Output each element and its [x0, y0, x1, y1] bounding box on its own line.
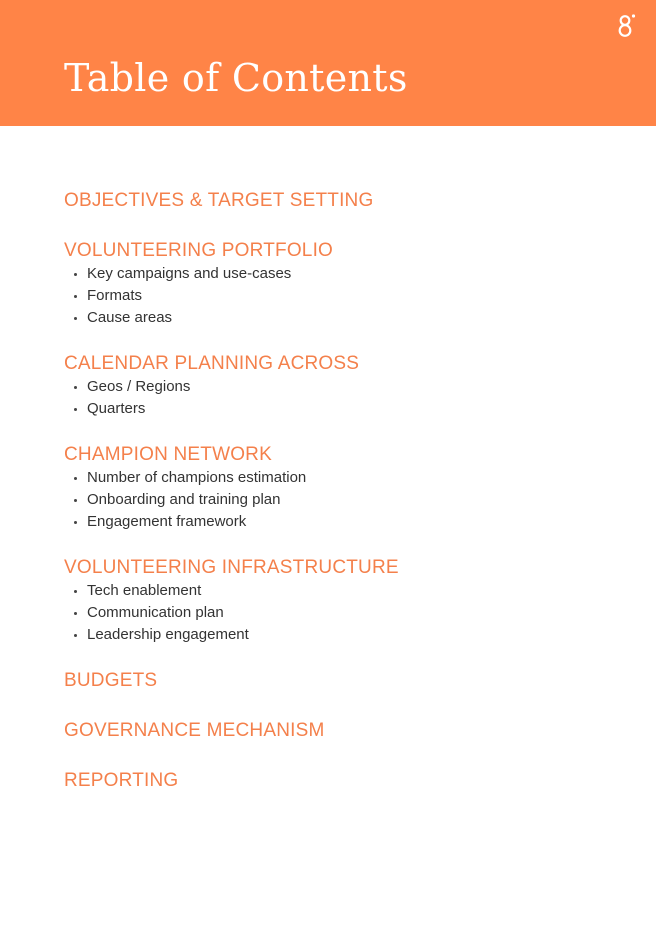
bullet-icon [74, 408, 77, 411]
toc-section [64, 186, 604, 216]
list-item [64, 285, 604, 307]
list-item [64, 467, 604, 489]
toc-section [64, 349, 604, 420]
section-item-list [64, 376, 604, 420]
section-title[interactable]: CALENDAR PLANNING ACROSS [64, 353, 360, 374]
item-label: Cause areas [87, 309, 173, 326]
item-label: Communication plan [87, 604, 224, 621]
section-title[interactable]: CHAMPION NETWORK [64, 444, 272, 465]
page-title: Table of Contents [64, 56, 408, 100]
toc-section [64, 440, 604, 533]
list-item [64, 307, 604, 329]
bullet-icon [74, 386, 77, 389]
bullet-icon [74, 499, 77, 502]
list-item [64, 376, 604, 398]
toc-section [64, 666, 604, 696]
item-label: Number of champions estimation [87, 469, 307, 486]
list-item [64, 602, 604, 624]
section-title[interactable]: BUDGETS [64, 670, 158, 691]
bullet-icon [74, 521, 77, 524]
bullet-icon [74, 477, 77, 480]
section-item-list [64, 467, 604, 533]
item-label: Key campaigns and use-cases [87, 265, 292, 282]
bullet-icon [74, 590, 77, 593]
toc-section [64, 236, 604, 329]
list-item [64, 263, 604, 285]
list-item [64, 398, 604, 420]
bullet-icon [74, 317, 77, 320]
toc-section [64, 766, 604, 796]
bullet-icon [74, 295, 77, 298]
toc-section [64, 553, 604, 646]
table-of-contents [64, 186, 604, 816]
list-item [64, 489, 604, 511]
section-title[interactable]: VOLUNTEERING PORTFOLIO [64, 240, 334, 261]
item-label: Geos / Regions [87, 378, 191, 395]
item-label: Engagement framework [87, 513, 247, 530]
item-label: Quarters [87, 400, 146, 417]
list-item [64, 511, 604, 533]
section-item-list [64, 263, 604, 329]
section-title[interactable]: REPORTING [64, 770, 179, 791]
section-title[interactable]: OBJECTIVES & TARGET SETTING [64, 190, 374, 211]
brand-logo-icon [614, 12, 638, 40]
section-title[interactable]: GOVERNANCE MECHANISM [64, 720, 325, 741]
bullet-icon [74, 634, 77, 637]
section-title[interactable]: VOLUNTEERING INFRASTRUCTURE [64, 557, 399, 578]
header-banner [0, 0, 656, 126]
item-label: Leadership engagement [87, 626, 249, 643]
bullet-icon [74, 612, 77, 615]
list-item [64, 624, 604, 646]
item-label: Onboarding and training plan [87, 491, 281, 508]
section-item-list [64, 580, 604, 646]
item-label: Formats [87, 287, 143, 304]
toc-section [64, 716, 604, 746]
bullet-icon [74, 273, 77, 276]
item-label: Tech enablement [87, 582, 202, 599]
list-item [64, 580, 604, 602]
